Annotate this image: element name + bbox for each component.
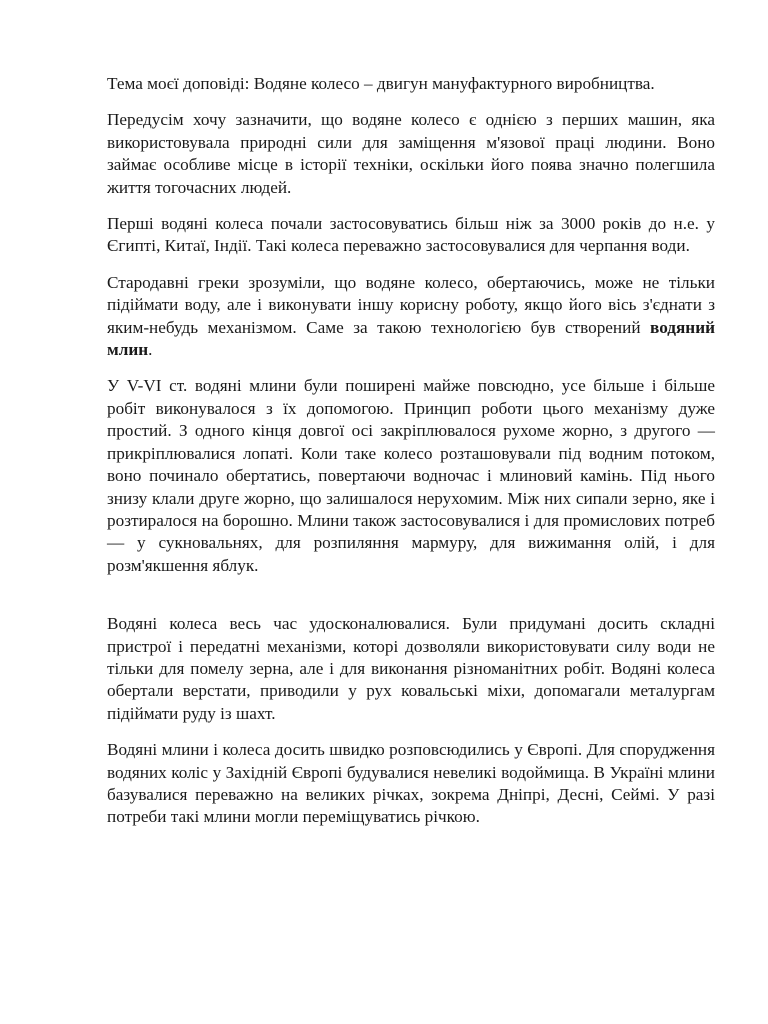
paragraph-mills-principle: У V-VI ст. водяні млини були поширені майже повсюдно, усе більше і більше робіт виконувалося з їх допомогою. Принцип роботи цього механізму дуже простий. З одного кінця довгої осі закріплювалося рухоме жорно, з другого — прикріплювалися лопаті. Коли таке колесо розташовували під водним потоком, воно починало обертатись, повертаючи водночас і млиновий камінь. Під нього знизу клали друге жорно, що залишалося нерухомим. Між них сипали зерно, яке і розтиралося на борошно. Млини також застосовувалися і для промислових потреб — у сукновальнях, для розпиляння мармуру, для вижимання олій, і для розм'якшення яблук. — [107, 376, 715, 575]
topic-suffix: . — [650, 74, 655, 93]
paragraph-greeks-text: Стародавні греки зрозуміли, що водяне колесо, обертаючись, може не тільки підіймати воду, але і виконувати іншу корисну роботу, якщо його вісь з'єднати з яким-небудь механізмом. Саме за такою технологією був створений — [107, 272, 715, 337]
topic-title: Водяне колесо – двигун мануфактурного виробництва — [253, 74, 651, 93]
water-mill-term: водяний млин — [107, 317, 715, 360]
paragraph-europe-ukraine: Водяні млини і колеса досить швидко розповсюдились у Європі. Для спорудження водяних коліс у Західній Європі будувалися невеликі водоймища. В Україні млини базувалися переважно на великих річках, зокрема Дніпрі, Десні, Сеймі. У разі потреби такі млини могли переміщуватись річкою. — [107, 740, 715, 827]
topic-line — [107, 73, 715, 95]
paragraph-improvements: Водяні колеса весь час удосконалювалися. Були придумані досить складні пристрої і передатні механізми, которі дозволяли використовувати силу води не тільки для помелу зерна, але і для виконання різноманітних робіт. Водяні колеса обертали верстати, приводили у рух ковальські міхи, допомагали металургам підіймати руду із шахт. — [107, 614, 715, 723]
paragraph-greeks-end: . — [148, 340, 153, 360]
paragraph-intro: Передусім хочу зазначити, що водяне колесо є однією з перших машин, яка використовувала природні сили для заміщення м'язової праці людини. Воно займає особливе місце в історії техніки, оскільки його поява значно полегшила життя тогочасних людей. — [107, 110, 715, 197]
paragraph-first-wheels: Перші водяні колеса почали застосовуватись більш ніж за 3000 років до н.е. у Єгипті, Китаї, Індії. Такі колеса переважно застосовувалися для черпання води. — [107, 214, 715, 256]
document-page — [107, 73, 715, 829]
topic-prefix: Тема моєї доповіді: — [107, 74, 254, 93]
paragraph-greeks — [107, 272, 715, 362]
